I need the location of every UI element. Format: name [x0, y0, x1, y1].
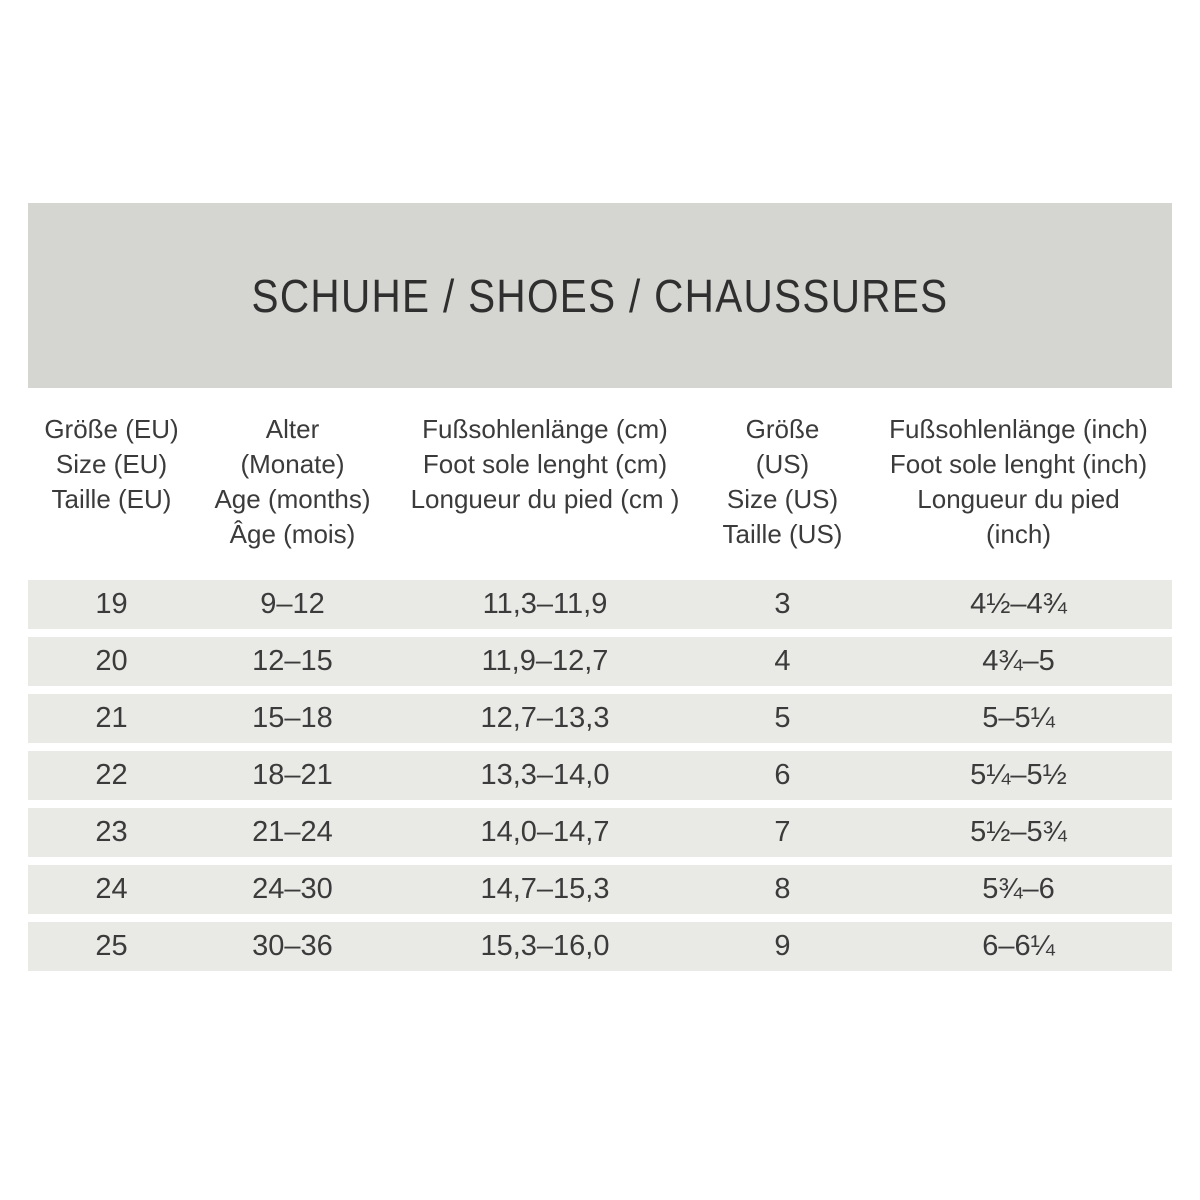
table-row — [28, 580, 1172, 629]
table-cell-sole-inch: 4½–4¾ — [970, 588, 1067, 620]
header-line: Fußsohlenlänge (cm) — [422, 414, 668, 444]
table-cell-size-eu: 23 — [95, 816, 128, 848]
table-cell-sole-cm: 11,3–11,9 — [482, 588, 608, 620]
header-line: Foot sole lenght (cm) — [422, 449, 668, 479]
header-line: Longueur du pied (cm ) — [410, 484, 680, 514]
table-cell-size-eu: 22 — [95, 759, 128, 791]
table-cell-size-eu: 25 — [95, 930, 128, 962]
table-cell-sole-cm: 12,7–13,3 — [480, 702, 610, 734]
header-line: (US) — [755, 449, 810, 479]
table-cell-age: 12–15 — [252, 645, 333, 677]
header-line: (inch) — [985, 519, 1051, 549]
table-cell-size-us: 3 — [774, 588, 791, 620]
header-cell-sole-cm — [390, 412, 700, 552]
header-line: Size (EU) — [55, 449, 168, 479]
table-cell-sole-cm: 14,7–15,3 — [480, 873, 610, 905]
table-row — [28, 694, 1172, 743]
table-cell-sole-cm: 13,3–14,0 — [480, 759, 610, 791]
table-cell-size-us: 6 — [774, 759, 791, 791]
size-table-body — [28, 580, 1172, 971]
table-row — [28, 865, 1172, 914]
table-cell-size-eu: 19 — [95, 588, 128, 620]
header-line: (Monate) — [240, 449, 345, 479]
table-cell-sole-cm: 15,3–16,0 — [480, 930, 610, 962]
header-line: Size (US) — [726, 484, 839, 514]
header-line: Größe (EU) — [44, 414, 179, 444]
table-cell-sole-inch: 5¼–5½ — [970, 759, 1067, 791]
table-cell-sole-inch: 5–5¼ — [982, 702, 1055, 734]
table-cell-age: 9–12 — [260, 588, 325, 620]
title-banner — [28, 203, 1172, 388]
header-line: Foot sole lenght (inch) — [889, 449, 1148, 479]
table-cell-size-us: 8 — [774, 873, 791, 905]
table-cell-age: 15–18 — [252, 702, 333, 734]
table-cell-age: 24–30 — [252, 873, 333, 905]
header-line: Longueur du pied — [917, 484, 1120, 514]
table-cell-size-eu: 20 — [95, 645, 128, 677]
chart-title: SCHUHE / SHOES / CHAUSSURES — [251, 269, 949, 322]
table-cell-size-us: 4 — [774, 645, 791, 677]
header-cell-age — [195, 412, 390, 552]
table-cell-size-eu: 21 — [95, 702, 128, 734]
table-cell-age: 18–21 — [252, 759, 333, 791]
table-cell-size-us: 9 — [774, 930, 791, 962]
header-line: Fußsohlenlänge (inch) — [889, 414, 1148, 444]
table-header — [28, 412, 1172, 552]
table-cell-size-us: 7 — [774, 816, 791, 848]
table-cell-sole-inch: 5½–5¾ — [970, 816, 1067, 848]
header-cell-size-us — [700, 412, 865, 552]
table-cell-age: 21–24 — [252, 816, 333, 848]
table-cell-age: 30–36 — [252, 930, 333, 962]
table-cell-sole-cm: 14,0–14,7 — [480, 816, 610, 848]
header-line: Age (months) — [214, 484, 371, 514]
header-line: Taille (EU) — [51, 484, 172, 514]
table-cell-size-eu: 24 — [95, 873, 128, 905]
header-line: Taille (US) — [722, 519, 843, 549]
header-line: Alter — [265, 414, 320, 444]
table-cell-sole-cm: 11,9–12,7 — [481, 645, 609, 677]
table-row — [28, 751, 1172, 800]
table-row — [28, 922, 1172, 971]
table-row — [28, 808, 1172, 857]
table-cell-size-us: 5 — [774, 702, 791, 734]
table-row — [28, 637, 1172, 686]
table-cell-sole-inch: 6–6¼ — [982, 930, 1055, 962]
table-cell-sole-inch: 5¾–6 — [982, 873, 1055, 905]
header-line: Âge (mois) — [229, 519, 356, 549]
header-line: Größe — [745, 414, 820, 444]
header-cell-sole-inch — [865, 412, 1172, 552]
table-cell-sole-inch: 4¾–5 — [982, 645, 1055, 677]
header-cell-size-eu — [28, 412, 195, 552]
